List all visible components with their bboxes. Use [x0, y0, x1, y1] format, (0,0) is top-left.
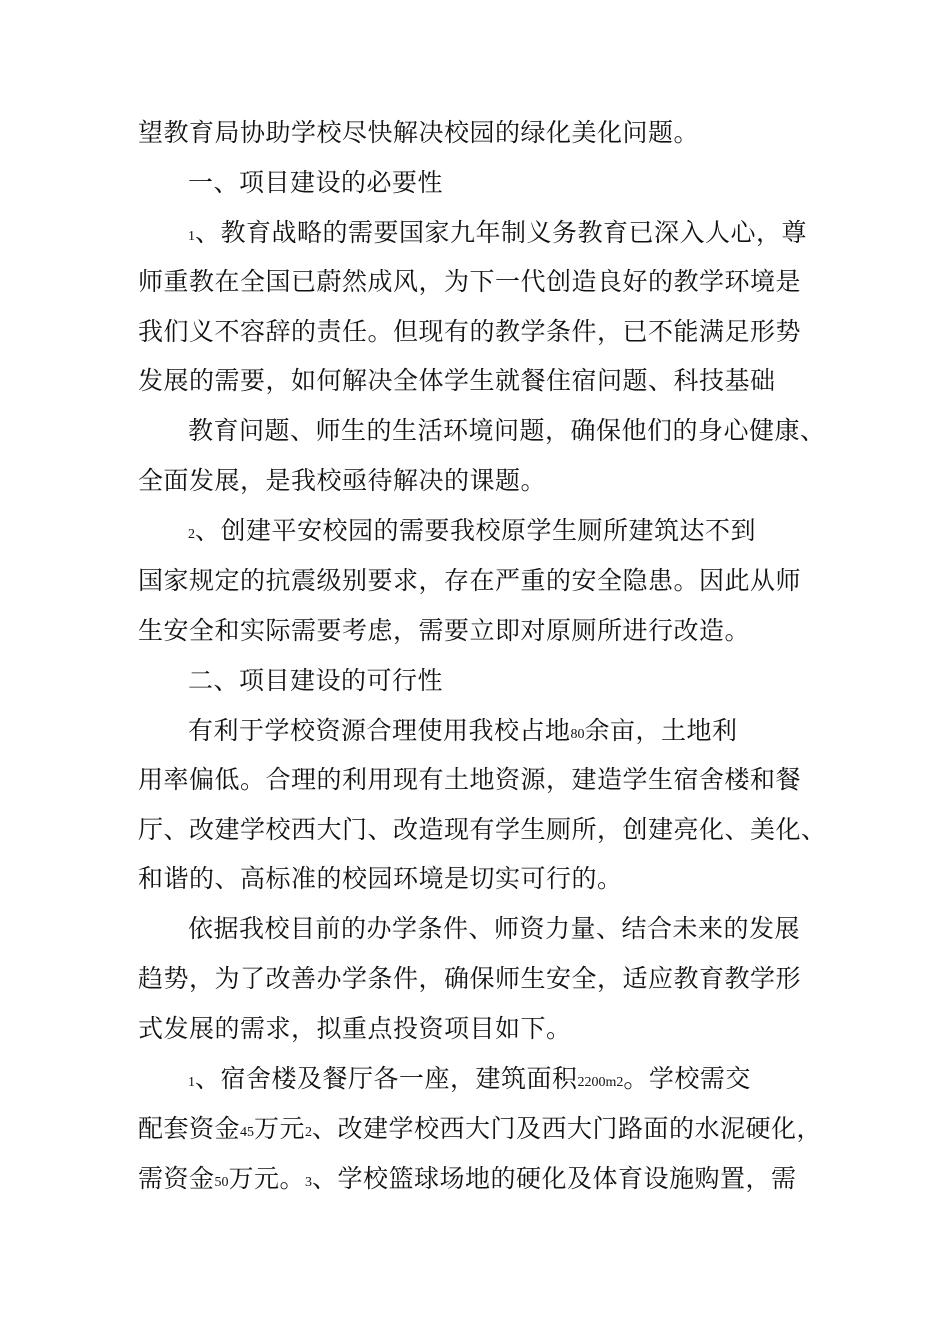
line-text: 余亩，土地利: [584, 716, 738, 745]
item-number: 2: [305, 1125, 313, 1140]
number-value: 80: [570, 727, 585, 742]
line-text: 厅、改建学校西大门、改造现有学生厕所，创建亮化、美化、: [138, 815, 827, 844]
line-text: 、改建学校西大门及西大门路面的水泥硬化，: [312, 1114, 823, 1143]
text-line-4: [138, 262, 801, 302]
line-text: 式发展的需求，拟重点投资项目如下。: [138, 1014, 572, 1043]
line-text: 有利于学校资源合理使用我校占地: [188, 716, 571, 745]
line-text: 依据我校目前的办学条件、师资力量、结合未来的发展: [188, 914, 801, 943]
text-line-20: [188, 1059, 751, 1099]
item-number: 2: [188, 527, 195, 542]
text-line-22: [138, 1159, 797, 1199]
text-line-16: [138, 859, 623, 899]
text-line-7: [188, 411, 826, 451]
text-line-6: [138, 361, 776, 401]
line-text: 。学校需交: [623, 1064, 751, 1093]
line-text: 师重教在全国已蔚然成风，为下一代创造良好的教学环境是: [138, 267, 802, 296]
text-line-18: [138, 959, 801, 999]
text-line-13: [188, 711, 738, 751]
line-text: 国家规定的抗震级别要求，存在严重的安全隐患。因此从师: [138, 566, 802, 595]
text-line-9: [188, 511, 756, 551]
line-text: 和谐的、高标准的校园环境是切实可行的。: [138, 864, 623, 893]
line-text: 趋势，为了改善办学条件，确保师生安全，适应教育教学形: [138, 964, 802, 993]
text-line-5: [138, 312, 801, 352]
text-line-3: [188, 213, 807, 253]
number-value: 45: [240, 1125, 255, 1140]
number-value: 50: [214, 1175, 229, 1190]
text-line-19: [138, 1009, 572, 1049]
line-text: 、宿舍楼及餐厅各一座，建筑面积: [195, 1064, 578, 1093]
text-line-1: [138, 113, 699, 153]
line-text: 万元: [254, 1114, 306, 1143]
item-number: 3: [305, 1175, 313, 1190]
text-line-14: [138, 760, 801, 800]
line-text: 用率偏低。合理的利用现有土地资源，建造学生宿舍楼和餐: [138, 765, 802, 794]
line-text: 、学校篮球场地的硬化及体育设施购置，需: [312, 1164, 797, 1193]
line-text: 万元。: [228, 1164, 306, 1193]
text-line-15: [138, 810, 827, 850]
line-text: 望教育局协助学校尽快解决校园的绿化美化问题。: [138, 118, 700, 147]
heading-text: 一、项目建设的必要性: [188, 168, 444, 197]
item-number: 1: [188, 229, 195, 244]
text-line-10: [138, 561, 801, 601]
number-value: 2200m2: [577, 1075, 624, 1090]
item-number: 1: [188, 1075, 195, 1090]
text-line-17: [188, 909, 800, 949]
section-heading-2: [188, 661, 443, 701]
section-heading-1: [188, 163, 443, 203]
line-text: 需资金: [138, 1164, 215, 1193]
text-line-21: [138, 1109, 822, 1149]
line-text: 、创建平安校园的需要我校原学生厕所建筑达不到: [195, 516, 757, 545]
line-text: 我们义不容辞的责任。但现有的教学条件，已不能满足形势: [138, 317, 802, 346]
text-line-8: [138, 461, 546, 501]
line-text: 生安全和实际需要考虑，需要立即对原厕所进行改造。: [138, 616, 751, 645]
line-text: 全面发展，是我校亟待解决的课题。: [138, 466, 547, 495]
heading-text: 二、项目建设的可行性: [188, 666, 444, 695]
line-text: 发展的需要，如何解决全体学生就餐住宿问题、科技基础: [138, 366, 776, 395]
line-text: 教育问题、师生的生活环境问题，确保他们的身心健康、: [188, 416, 826, 445]
line-text: 配套资金: [138, 1114, 241, 1143]
text-line-11: [138, 611, 750, 651]
line-text: 、教育战略的需要国家九年制义务教育已深入人心，尊: [195, 218, 808, 247]
